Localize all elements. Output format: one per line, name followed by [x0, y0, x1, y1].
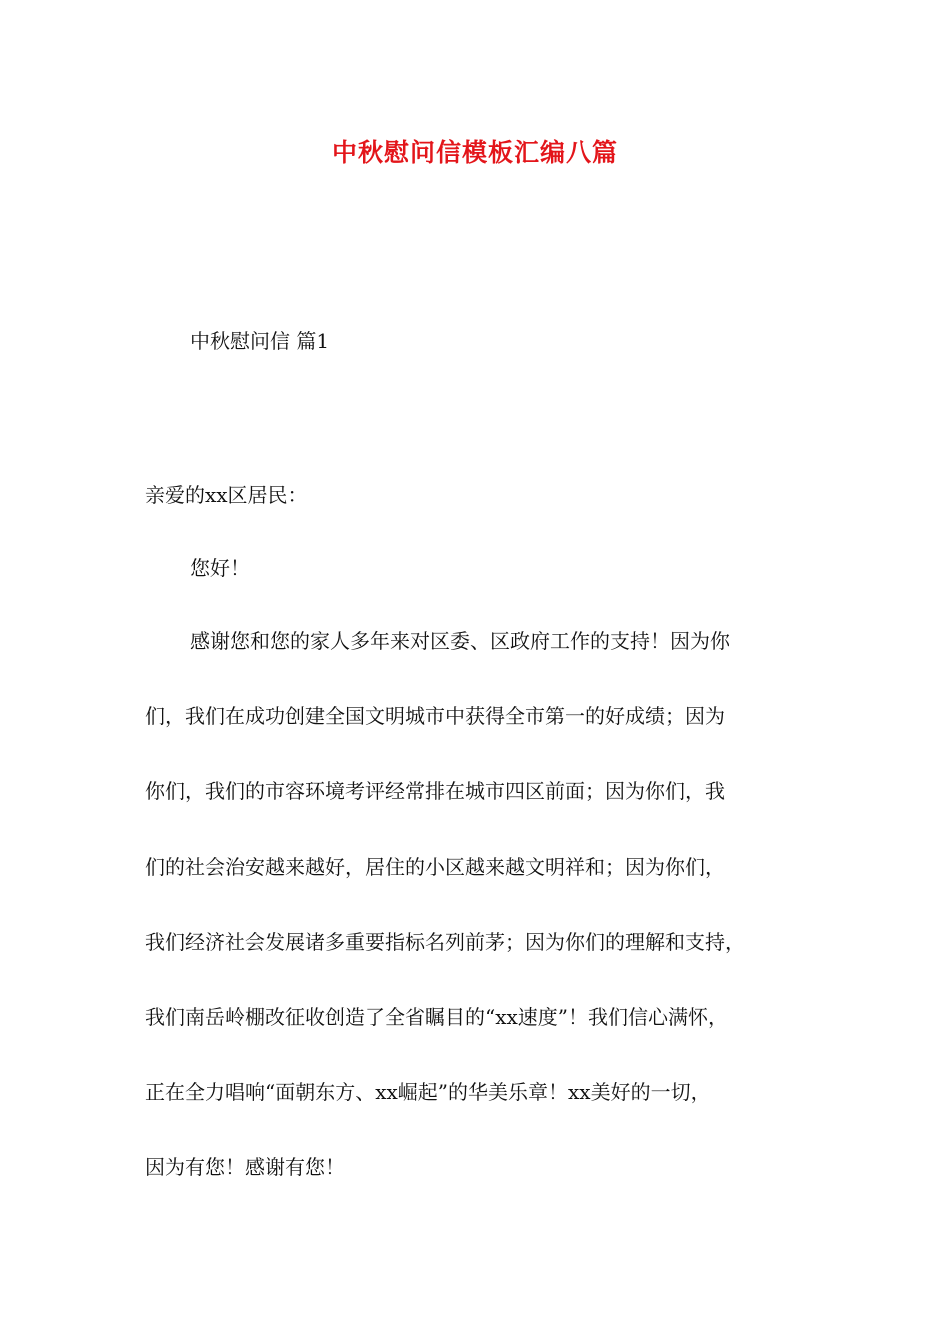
body-line: 们，我们在成功创建全国文明城市中获得全市第一的好成绩；因为: [145, 704, 725, 728]
body-line: 们的社会治安越来越好，居住的小区越来越文明祥和；因为你们，: [145, 855, 725, 879]
body-line: 我们经济社会发展诸多重要指标名列前茅；因为你们的理解和支持，: [145, 930, 745, 954]
body-line: 我们南岳岭棚改征收创造了全省瞩目的“xx速度”！我们信心满怀，: [145, 1005, 729, 1029]
greeting: 您好！: [190, 556, 250, 580]
body-line: 你们，我们的市容环境考评经常排在城市四区前面；因为你们，我: [145, 779, 725, 803]
document-title: 中秋慰问信模板汇编八篇: [331, 138, 618, 167]
body-line: 感谢您和您的家人多年来对区委、区政府工作的支持！因为你: [190, 629, 730, 653]
body-line: 正在全力唱响“面朝东方、xx崛起”的华美乐章！xx美好的一切，: [145, 1080, 711, 1104]
salutation: 亲爱的xx区居民：: [145, 483, 308, 507]
body-line: 因为有您！感谢有您！: [145, 1155, 345, 1179]
section-heading: 中秋慰问信 篇1: [190, 329, 330, 353]
